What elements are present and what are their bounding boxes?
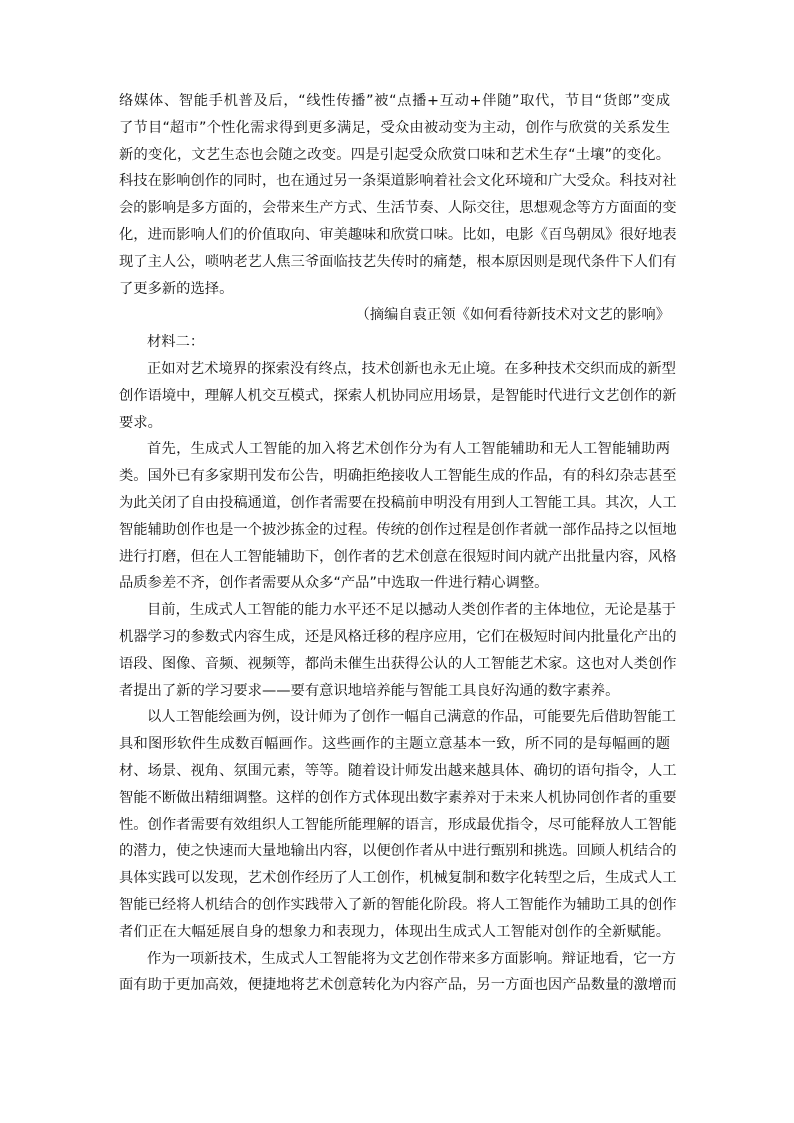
text-line: 类。国外已有多家期刊发布公告，明确拒绝接收人工智能生成的作品，有的科幻杂志甚至 bbox=[119, 468, 677, 485]
text-line: 首先，生成式人工智能的加入将艺术创作分为有人工智能辅助和无人工智能辅助两 bbox=[147, 441, 670, 458]
text-line: 智能已经将人机结合的创作实践带入了新的智能化阶段。将人工智能作为辅助工具的创作 bbox=[119, 896, 677, 913]
text-line: 了更多新的选择。 bbox=[119, 280, 234, 297]
text-line: 络媒体、智能手机普及后，“线性传播”被“点播+互动+伴随”取代，节目“货郎”变成 bbox=[119, 93, 670, 109]
text-line: 目前，生成式人工智能的能力水平还不足以撼动人类创作者的主体地位，无论是基于 bbox=[147, 602, 676, 619]
text-line: 面有助于更加高效，便捷地将艺术创意转化为内容产品，另一方面也因产品数量的激增而 bbox=[119, 977, 677, 994]
text-line: 者提出了新的学习要求——要有意识地培养能与智能工具良好沟通的数字素养。 bbox=[119, 682, 620, 699]
document-body bbox=[119, 88, 677, 999]
text-line: 智能不断做出精细调整。这样的创作方式体现出数字素养对于未来人机协同创作者的重要 bbox=[119, 789, 677, 806]
text-line: 品质参差不齐，创作者需要从众多“产品”中选取一件进行精心调整。 bbox=[119, 575, 549, 592]
text-line: 化，进而影响人们的价值取向、审美趣味和欣赏口味。比如，电影《百鸟朝凤》很好地表 bbox=[119, 226, 677, 243]
text-line: 创作语境中，理解人机交互模式，探索人机协同应用场景，是智能时代进行文艺创作的新 bbox=[119, 387, 677, 404]
text-line: 具和图形软件生成数百幅画作。这些画作的主题立意基本一致，所不同的是每幅画的题 bbox=[119, 736, 670, 753]
text-line: 材料二： bbox=[147, 334, 205, 351]
text-line: 智能辅助创作也是一个披沙拣金的过程。传统的创作过程是创作者就一部作品持之以恒地 bbox=[119, 521, 677, 538]
text-line: 具体实践可以发现，艺术创作经历了人工创作，机械复制和数字化转型之后，生成式人工 bbox=[119, 870, 677, 887]
text-line: 要求。 bbox=[119, 414, 162, 431]
text-line: 现了主人公，唢呐老艺人焦三爷面临技艺失传时的痛楚，根本原因则是现代条件下人们有 bbox=[119, 253, 677, 270]
text-line: 会的影响是多方面的，会带来生产方式、生活节奏、人际交往，思想观念等方方面面的变 bbox=[119, 200, 677, 217]
text-line: 性。创作者需要有效组织人工智能所能理解的语言，形成最优指令，尽可能释放人工智能 bbox=[119, 816, 677, 833]
text-line: 者们正在大幅延展自身的想象力和表现力，体现出生成式人工智能对创作的全新赋能。 bbox=[119, 923, 670, 940]
text-line: 为此关闭了自由投稿通道，创作者需要在投稿前申明没有用到人工智能工具。其次，人工 bbox=[119, 494, 677, 511]
text-line: 语段、图像、音频、视频等，都尚未催生出获得公认的人工智能艺术家。这也对人类创作 bbox=[119, 655, 677, 672]
text-line: 机器学习的参数式内容生成，还是风格迁移的程序应用，它们在极短时间内批量化产出的 bbox=[119, 628, 677, 645]
text-line: 科技在影响创作的同时，也在通过另一条渠道影响着社会文化环境和广大受众。科技对社 bbox=[119, 173, 677, 190]
text-line: 作为一项新技术，生成式人工智能将为文艺创作带来多方面影响。辩证地看，它一方 bbox=[147, 950, 676, 967]
text-line: 以人工智能绘画为例，设计师为了创作一幅自己满意的作品，可能要先后借助智能工 bbox=[147, 709, 676, 726]
text-line: 新的变化，文艺生态也会随之改变。四是引起受众欣赏口味和艺术生存“土壤”的变化。 bbox=[119, 146, 670, 163]
text-line: 正如对艺术境界的探索没有终点，技术创新也永无止境。在多种技术交织而成的新型 bbox=[147, 360, 676, 377]
text-line: 进行打磨，但在人工智能辅助下，创作者的艺术创意在很短时间内就产出批量内容，风格 bbox=[119, 548, 677, 565]
text-line: 材、场景、视角、氛围元素，等等。随着设计师发出越来越具体、确切的语句指令，人工 bbox=[119, 762, 677, 779]
text-line: 的潜力，使之快速而大量地输出内容，以便创作者从中进行甄别和挑选。回顾人机结合的 bbox=[119, 843, 677, 860]
text-line: （摘编自袁正领《如何看待新技术对文艺的影响》 bbox=[355, 307, 670, 324]
text-line: 了节目“超市”个性化需求得到更多满足，受众由被动变为主动，创作与欣赏的关系发生 bbox=[119, 119, 670, 136]
